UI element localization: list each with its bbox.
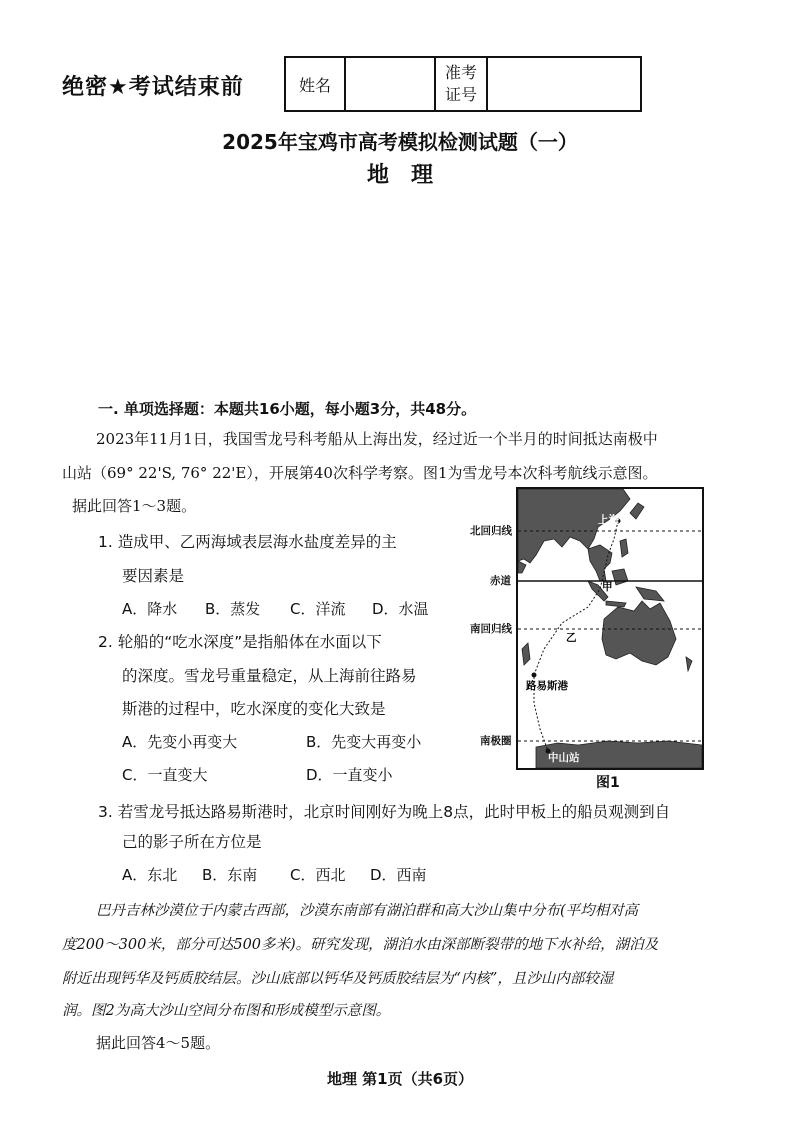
route-map-figure [516, 487, 704, 770]
answer-prompt-1-3: 据此回答1～3题。 [72, 497, 197, 515]
q3-option-b[interactable]: B．东南 [202, 866, 258, 884]
name-label: 姓名 [285, 57, 345, 111]
exam-number-label-line2: 证号 [444, 85, 477, 104]
q2-option-b[interactable]: B．先变大再变小 [306, 733, 422, 751]
shanghai-label: 上海 [598, 514, 619, 526]
q2-stem-line3: 斯港的过程中，吃水深度的变化大致是 [122, 700, 386, 718]
q1-stem-line2: 要因素是 [122, 567, 185, 585]
figure1-caption: 图1 [596, 775, 620, 791]
intro-line-1: 2023年11月1日，我国雪龙号科考船从上海出发，经过近一个半月的时间抵达南极中 [96, 430, 658, 448]
indochina-peninsula [588, 545, 612, 581]
tropic-of-capricorn-label: 南回归线 [470, 623, 512, 635]
australia-landmass [602, 601, 676, 665]
q1-stem-line1: 1. 造成甲、乙两海域表层海水盐度差异的主 [98, 533, 397, 551]
q2-stem-line2: 的深度。雪龙号重量稳定，从上海前往路易 [122, 667, 417, 685]
q1-option-b[interactable]: B．蒸发 [205, 600, 261, 618]
q3-option-d[interactable]: D．西南 [370, 866, 427, 884]
zhongshan-label: 中山站 [548, 752, 580, 764]
philippines [620, 539, 628, 557]
port-louis-label: 路易斯港 [526, 680, 568, 692]
japan-islands [630, 503, 644, 519]
exam-title: 2025年宝鸡市高考模拟检测试题（一） [222, 130, 578, 154]
q1-option-c[interactable]: C．洋流 [290, 600, 346, 618]
intro-line-2: 山站（69° 22'S, 76° 22'E），开展第40次科学考察。图1为雪龙号本次科考航线示意图。 [62, 464, 658, 482]
passage2-line4: 润。图2为高大沙山空间分布图和形成模型示意图。 [62, 1003, 391, 1019]
candidate-info-table [284, 56, 642, 112]
equator-label: 赤道 [490, 575, 511, 587]
arabia-edge [518, 561, 526, 573]
q2-option-a[interactable]: A．先变小再变大 [122, 733, 238, 751]
passage2-line1: 巴丹吉林沙漠位于内蒙古西部，沙漠东南部有湖泊群和高大沙山集中分布(平均相对高 [96, 903, 639, 919]
borneo-island [612, 569, 628, 585]
tropic-of-cancer-label: 北回归线 [470, 525, 512, 537]
q3-option-a[interactable]: A．东北 [122, 866, 178, 884]
exam-number-label [435, 57, 487, 111]
exam-number-field[interactable] [487, 57, 641, 111]
exam-number-label-line1: 准考 [444, 63, 477, 82]
port-louis-marker [532, 673, 537, 678]
new-zealand [686, 657, 692, 671]
q3-option-c[interactable]: C．西北 [290, 866, 346, 884]
confidential-label: 绝密★考试结束前 [62, 75, 244, 100]
antarctic-circle-label: 南极圈 [480, 735, 512, 747]
new-guinea [636, 587, 664, 601]
q2-option-c[interactable]: C．一直变大 [122, 766, 208, 784]
q1-option-a[interactable]: A．降水 [122, 600, 178, 618]
q2-option-d[interactable]: D．一直变小 [306, 766, 393, 784]
route-map-svg [518, 489, 702, 768]
page-footer: 地理 第1页（共6页） [326, 1070, 474, 1088]
passage2-line2: 度200～300米，部分可达500多米)。研究发现，湖泊水由深部断裂带的地下水补给，湖泊及 [62, 937, 659, 953]
q3-stem-line2: 己的影子所在方位是 [122, 833, 262, 851]
madagascar [522, 643, 530, 665]
q1-option-d[interactable]: D．水温 [372, 600, 429, 618]
answer-prompt-4-5: 据此回答4～5题。 [96, 1034, 221, 1052]
asia-landmass [518, 489, 630, 563]
q2-stem-line1: 2. 轮船的“吃水深度”是指船体在水面以下 [98, 633, 382, 651]
section-heading: 一. 单项选择题：本题共16小题，每小题3分，共48分。 [98, 400, 477, 418]
jia-label: 甲 [602, 581, 613, 593]
java-island [606, 601, 626, 607]
subject-title: 地理 [366, 163, 455, 188]
q3-stem-line1: 3. 若雪龙号抵达路易斯港时，北京时间刚好为晚上8点，此时甲板上的船员观测到自 [98, 803, 671, 821]
passage2-line3: 附近出现钙华及钙质胶结层。沙山底部以钙华及钙质胶结层为“内核”，且沙山内部较湿 [62, 971, 614, 987]
yi-label: 乙 [566, 632, 577, 644]
name-field[interactable] [345, 57, 435, 111]
